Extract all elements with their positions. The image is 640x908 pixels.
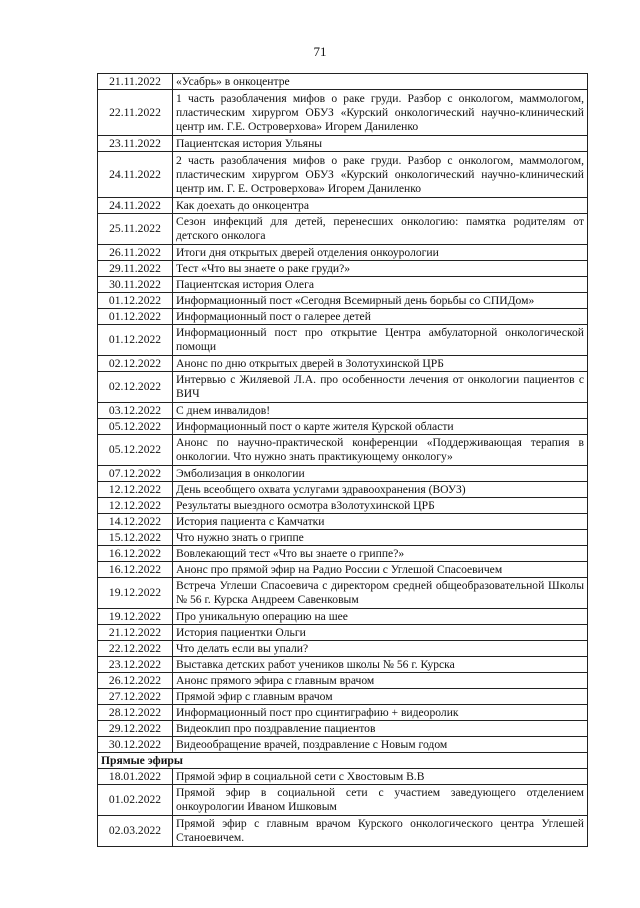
table-row bbox=[98, 673, 588, 689]
row-description: Видеоклип про поздравление пациентов bbox=[173, 721, 588, 737]
table-row bbox=[98, 721, 588, 737]
row-description: Эмболизация в онкологии bbox=[173, 466, 588, 482]
table-row bbox=[98, 657, 588, 673]
row-description: День всеобщего охвата услугами здравоохранения (ВОУЗ) bbox=[173, 482, 588, 498]
row-description: Пациентская история Олега bbox=[173, 277, 588, 293]
table-row bbox=[98, 261, 588, 277]
table-row bbox=[98, 546, 588, 562]
row-description: Про уникальную операцию на шее bbox=[173, 609, 588, 625]
table-row bbox=[98, 530, 588, 546]
section-title: Прямые эфиры bbox=[98, 753, 588, 769]
table-row bbox=[98, 245, 588, 261]
table-row bbox=[98, 562, 588, 578]
table-row bbox=[98, 356, 588, 372]
row-date: 26.12.2022 bbox=[98, 673, 173, 689]
row-description: Что делать если вы упали? bbox=[173, 641, 588, 657]
row-date: 02.12.2022 bbox=[98, 356, 173, 372]
table-row bbox=[98, 214, 588, 245]
row-date: 27.12.2022 bbox=[98, 689, 173, 705]
table-row bbox=[98, 482, 588, 498]
table-row bbox=[98, 325, 588, 356]
row-date: 07.12.2022 bbox=[98, 466, 173, 482]
row-description: Прямой эфир в социальной сети с участием заведующего отделением онкоурологии Иваном Ишковым bbox=[173, 785, 588, 816]
row-description: История пациента с Камчатки bbox=[173, 514, 588, 530]
row-description: «Усабрь» в онкоцентре bbox=[173, 74, 588, 90]
row-date: 24.11.2022 bbox=[98, 152, 173, 198]
table-row bbox=[98, 689, 588, 705]
row-date: 21.12.2022 bbox=[98, 625, 173, 641]
row-date: 05.12.2022 bbox=[98, 419, 173, 435]
row-date: 24.11.2022 bbox=[98, 198, 173, 214]
row-description: Информационный пост «Сегодня Всемирный день борьбы со СПИДом» bbox=[173, 293, 588, 309]
row-date: 30.12.2022 bbox=[98, 737, 173, 753]
row-date: 22.11.2022 bbox=[98, 90, 173, 136]
table-row bbox=[98, 498, 588, 514]
row-date: 01.12.2022 bbox=[98, 325, 173, 356]
row-description: Анонс по научно-практической конференции «Поддерживающая терапия в онкологии. Что нужно знать практикующему онкологу» bbox=[173, 435, 588, 466]
table-row bbox=[98, 737, 588, 753]
table-row bbox=[98, 293, 588, 309]
row-description: Как доехать до онкоцентра bbox=[173, 198, 588, 214]
row-description: Прямой эфир с главным врачом bbox=[173, 689, 588, 705]
row-description: Информационный пост о карте жителя Курской области bbox=[173, 419, 588, 435]
row-description: История пациентки Ольги bbox=[173, 625, 588, 641]
table-row bbox=[98, 403, 588, 419]
row-date: 29.11.2022 bbox=[98, 261, 173, 277]
row-description: Анонс про прямой эфир на Радио России с Углешой Спасоевичем bbox=[173, 562, 588, 578]
row-date: 21.11.2022 bbox=[98, 74, 173, 90]
table-row bbox=[98, 609, 588, 625]
row-description: Анонс по дню открытых дверей в Золотухинской ЦРБ bbox=[173, 356, 588, 372]
table-row bbox=[98, 705, 588, 721]
row-description: Информационный пост про открытие Центра амбулаторной онкологической помощи bbox=[173, 325, 588, 356]
row-description: Что нужно знать о гриппе bbox=[173, 530, 588, 546]
row-date: 23.11.2022 bbox=[98, 136, 173, 152]
table-row bbox=[98, 816, 588, 847]
row-description: Интервью с Жиляевой Л.А. про особенности лечения от онкологии пациентов с ВИЧ bbox=[173, 372, 588, 403]
row-description: С днем инвалидов! bbox=[173, 403, 588, 419]
table-row bbox=[98, 198, 588, 214]
schedule-rows bbox=[98, 74, 588, 753]
row-date: 01.02.2022 bbox=[98, 785, 173, 816]
row-description: Пациентская история Ульяны bbox=[173, 136, 588, 152]
table-row bbox=[98, 466, 588, 482]
row-description: Прямой эфир с главным врачом Курского онкологического центра Углешей Станоевичем. bbox=[173, 816, 588, 847]
table-row bbox=[98, 136, 588, 152]
table-row bbox=[98, 419, 588, 435]
row-date: 29.12.2022 bbox=[98, 721, 173, 737]
row-date: 30.11.2022 bbox=[98, 277, 173, 293]
table-row bbox=[98, 277, 588, 293]
row-date: 25.11.2022 bbox=[98, 214, 173, 245]
table-row bbox=[98, 641, 588, 657]
table-row bbox=[98, 578, 588, 609]
broadcast-rows bbox=[98, 769, 588, 847]
row-date: 19.12.2022 bbox=[98, 609, 173, 625]
row-description: Прямой эфир в социальной сети с Хвостовым В.В bbox=[173, 769, 588, 785]
row-description: Тест «Что вы знаете о раке груди?» bbox=[173, 261, 588, 277]
page-number: 71 bbox=[313, 44, 327, 59]
row-description: Встреча Углеши Спасоевича с директором средней общеобразовательной Школы № 56 г. Курска Андреем Савенковым bbox=[173, 578, 588, 609]
publication-schedule-table bbox=[97, 73, 588, 847]
row-date: 23.12.2022 bbox=[98, 657, 173, 673]
row-description: Анонс прямого эфира с главным врачом bbox=[173, 673, 588, 689]
row-description: Вовлекающий тест «Что вы знаете о гриппе?» bbox=[173, 546, 588, 562]
row-description: Результаты выездного осмотра вЗолотухинской ЦРБ bbox=[173, 498, 588, 514]
table-row bbox=[98, 625, 588, 641]
row-date: 18.01.2022 bbox=[98, 769, 173, 785]
row-date: 12.12.2022 bbox=[98, 498, 173, 514]
row-date: 16.12.2022 bbox=[98, 562, 173, 578]
row-date: 01.12.2022 bbox=[98, 293, 173, 309]
row-description: Информационный пост о галерее детей bbox=[173, 309, 588, 325]
row-date: 22.12.2022 bbox=[98, 641, 173, 657]
row-date: 02.12.2022 bbox=[98, 372, 173, 403]
table-row bbox=[98, 514, 588, 530]
row-description: Итоги дня открытых дверей отделения онкоурологии bbox=[173, 245, 588, 261]
row-date: 14.12.2022 bbox=[98, 514, 173, 530]
table-row bbox=[98, 372, 588, 403]
table-row bbox=[98, 309, 588, 325]
table-row bbox=[98, 785, 588, 816]
row-date: 02.03.2022 bbox=[98, 816, 173, 847]
row-description: Видеообращение врачей, поздравление с Новым годом bbox=[173, 737, 588, 753]
row-description: Сезон инфекций для детей, перенесших онкологию: памятка родителям от детского онколога bbox=[173, 214, 588, 245]
table-row bbox=[98, 90, 588, 136]
row-date: 19.12.2022 bbox=[98, 578, 173, 609]
row-date: 03.12.2022 bbox=[98, 403, 173, 419]
row-date: 15.12.2022 bbox=[98, 530, 173, 546]
row-date: 05.12.2022 bbox=[98, 435, 173, 466]
table-row bbox=[98, 152, 588, 198]
table-row bbox=[98, 769, 588, 785]
row-description: 1 часть разоблачения мифов о раке груди. Разбор с онкологом, маммологом, пластическим хирургом ОБУЗ «Курский онкологический научно-клинический центр им. Г.Е. Островерхова» Игорем Даниленко bbox=[173, 90, 588, 136]
section-header-group bbox=[98, 753, 588, 769]
row-date: 01.12.2022 bbox=[98, 309, 173, 325]
row-date: 16.12.2022 bbox=[98, 546, 173, 562]
row-description: Информационный пост про сцинтиграфию + видеоролик bbox=[173, 705, 588, 721]
table-row bbox=[98, 435, 588, 466]
row-description: Выставка детских работ учеников школы № 56 г. Курска bbox=[173, 657, 588, 673]
row-description: 2 часть разоблачения мифов о раке груди. Разбор с онкологом, маммологом, пластическим хирургом ОБУЗ «Курский онкологический научно-клинический центр им. Г. Е. Островерхова» Игорем Даниленко bbox=[173, 152, 588, 198]
row-date: 28.12.2022 bbox=[98, 705, 173, 721]
section-header-row bbox=[98, 753, 588, 769]
row-date: 12.12.2022 bbox=[98, 482, 173, 498]
row-date: 26.11.2022 bbox=[98, 245, 173, 261]
table-row bbox=[98, 74, 588, 90]
